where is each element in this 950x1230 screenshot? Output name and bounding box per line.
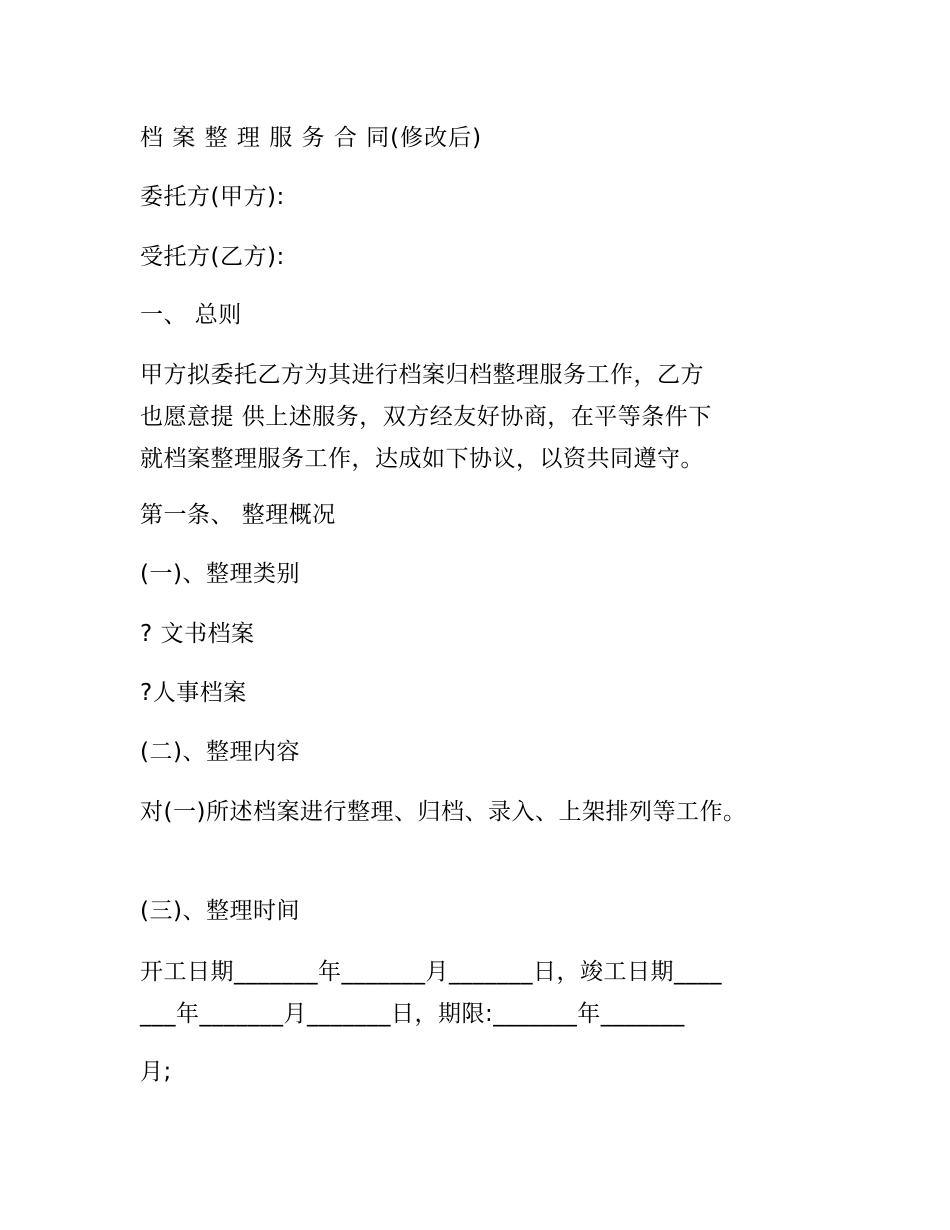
section-general-heading: 一、 总则: [140, 302, 242, 328]
time-line: ___年_______月_______日，期限:_______年_______: [140, 1001, 685, 1027]
article-one-heading: 第一条、 整理概况: [140, 502, 336, 528]
party-b-label: 受托方(乙方):: [140, 244, 285, 270]
time-line: 开工日期_______年_______月_______日，竣工日期____: [140, 959, 722, 985]
intro-line: 就档案整理服务工作，达成如下协议，以资共同遵守。: [140, 446, 704, 472]
category-item-personnel: ?人事档案: [140, 680, 247, 706]
category-heading: (一)、整理类别: [140, 561, 300, 587]
intro-line: 甲方拟委托乙方为其进行档案归档整理服务工作，乙方: [140, 362, 704, 388]
party-a-label: 委托方(甲方):: [140, 184, 285, 210]
intro-paragraph: [140, 354, 820, 480]
document-title: 档 案 整 理 服 务 合 同(修改后): [140, 125, 483, 151]
time-heading: (三)、整理时间: [140, 898, 300, 924]
time-tail: 月;: [140, 1059, 172, 1085]
content-text: 对(一)所述档案进行整理、归档、录入、上架排列等工作。: [140, 799, 747, 825]
category-item-documents: ? 文书档案: [140, 621, 255, 647]
intro-line: 也愿意提 供上述服务，双方经友好协商，在平等条件下: [140, 404, 712, 430]
time-paragraph: [140, 951, 820, 1035]
content-heading: (二)、整理内容: [140, 739, 300, 765]
